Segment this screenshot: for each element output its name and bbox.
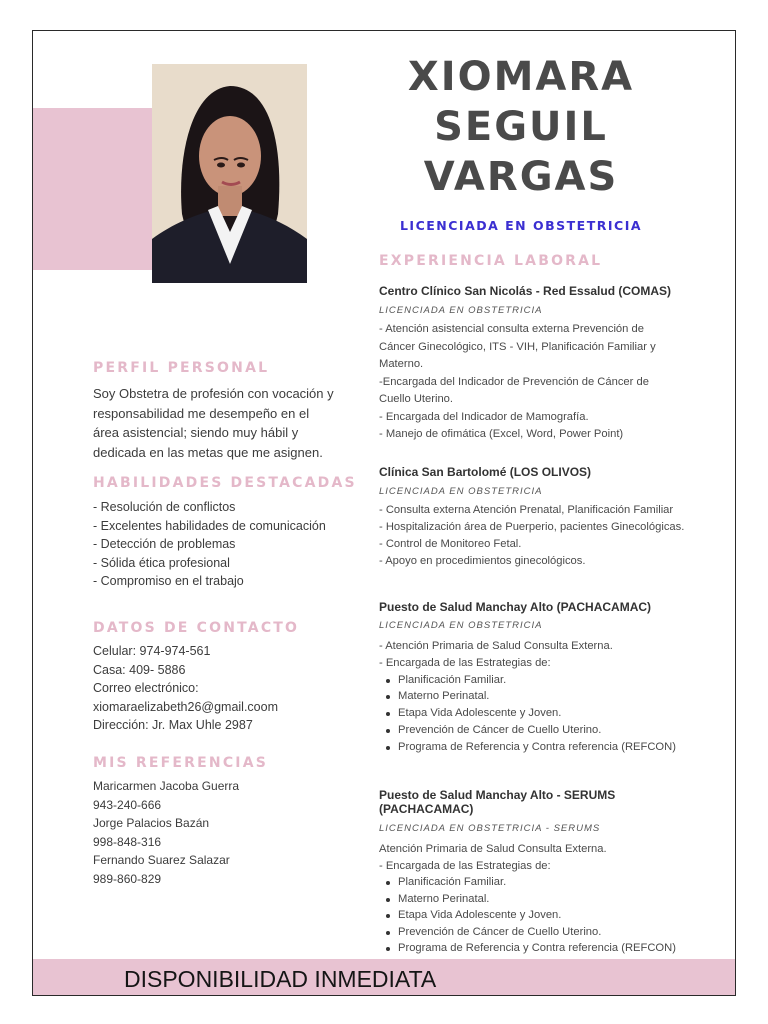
profession-title: LICENCIADA EN OBSTETRICIA	[399, 218, 643, 233]
job-line: Cáncer Ginecológico, ITS - VIH, Planificación Familiar y	[379, 340, 656, 353]
job-employer-line: Puesto de Salud Manchay Alto - SERUMS	[379, 788, 616, 802]
experiencia-title: EXPERIENCIA LABORAL	[379, 253, 603, 269]
habilidades-title: HABILIDADES DESTACADAS	[93, 475, 357, 491]
referencia-line: Maricarmen Jacoba Guerra	[93, 779, 240, 793]
job-line: Atención Primaria de Salud Consulta Externa.	[379, 843, 607, 855]
contacto-title: DATOS DE CONTACTO	[93, 620, 300, 636]
referencia-line: Fernando Suarez Salazar	[93, 853, 230, 867]
contacto-direccion: Dirección: Jr. Max Uhle 2987	[93, 718, 253, 732]
job-line: - Control de Monitoreo Fetal.	[379, 538, 522, 550]
job-line: - Consulta externa Atención Prenatal, Planificación Familiar	[379, 504, 674, 516]
job-line: Materno.	[379, 358, 424, 370]
contacto-details	[93, 642, 343, 735]
job-bullet: Etapa Vida Adolescente y Joven.	[379, 705, 699, 722]
perfil-title: PERFIL PERSONAL	[93, 360, 270, 376]
profile-photo	[152, 64, 307, 283]
job-role: LICENCIADA EN OBSTETRICIA	[379, 620, 543, 631]
full-name	[380, 52, 662, 202]
job-employer: Puesto de Salud Manchay Alto (PACHACAMAC)	[379, 600, 652, 614]
job-employer	[379, 788, 699, 816]
habilidad-item: - Resolución de conflictos	[93, 500, 236, 514]
job-description	[379, 321, 699, 444]
habilidades-list	[93, 498, 343, 591]
job-bullet: Prevención de Cáncer de Cuello Uterino.	[379, 924, 699, 941]
job-description	[379, 841, 699, 957]
job-line: -Encargada del Indicador de Prevención de Cáncer de	[379, 375, 649, 388]
job-employer: Centro Clínico San Nicolás - Red Essalud (COMAS)	[379, 284, 672, 298]
referencia-line: 998-848-316	[93, 834, 162, 849]
referencia-line: 989-860-829	[93, 871, 162, 886]
referencia-line: 943-240-666	[93, 797, 162, 812]
perfil-line: área asistencial; siendo muy hábil y	[93, 425, 299, 440]
referencias-list	[93, 777, 343, 888]
referencia-line: Jorge Palacios Bazán	[93, 816, 210, 830]
perfil-line: Soy Obstetra de profesión con vocación y	[93, 386, 334, 401]
contacto-email-label: Correo electrónico:	[93, 681, 199, 695]
contacto-email: xiomaraelizabeth26@gmail.coom	[93, 699, 278, 714]
contacto-casa: Casa: 409- 5886	[93, 662, 186, 677]
job-line: - Encargada del Indicador de Mamografía.	[379, 410, 589, 423]
contacto-celular: Celular: 974-974-561	[93, 644, 211, 658]
job-description	[379, 502, 699, 570]
habilidad-item: - Detección de problemas	[93, 537, 236, 551]
habilidad-item: - Compromiso en el trabajo	[93, 574, 244, 588]
habilidad-item: - Sólida ética profesional	[93, 555, 230, 570]
job-line: - Apoyo en procedimientos ginecológicos.	[379, 555, 586, 567]
job-line: - Manejo de ofimática (Excel, Word, Power Point)	[379, 428, 624, 440]
job-line: - Atención Primaria de Salud Consulta Externa.	[379, 640, 613, 652]
perfil-line: responsabilidad me desempeño en el	[93, 405, 310, 421]
job-employer-line: (PACHACAMAC)	[379, 802, 474, 816]
job-bullet: Planificación Familiar.	[379, 672, 699, 689]
job-bullet: Planificación Familiar.	[379, 874, 699, 891]
referencias-title: MIS REFERENCIAS	[93, 755, 269, 771]
job-line: - Encargada de las Estrategias de:	[379, 656, 551, 669]
job-line: - Hospitalización área de Puerperio, pacientes Ginecológicas.	[379, 521, 685, 533]
name-line-second: SEGUIL	[434, 104, 608, 150]
job-line: - Atención asistencial consulta externa Prevención de	[379, 323, 644, 335]
perfil-line: dedicada en las metas que me asignen.	[93, 444, 323, 460]
perfil-text	[93, 384, 343, 462]
habilidad-item: - Excelentes habilidades de comunicación	[93, 518, 326, 533]
job-bullet: Materno Perinatal.	[379, 891, 699, 908]
job-role: LICENCIADA EN OBSTETRICIA	[379, 305, 543, 316]
job-role: LICENCIADA EN OBSTETRICIA	[379, 486, 543, 497]
name-line-first: XIOMARA	[407, 54, 635, 100]
job-line: Cuello Uterino.	[379, 393, 453, 405]
job-role: LICENCIADA EN OBSTETRICIA - SERUMS	[379, 823, 601, 834]
availability-text: DISPONIBILIDAD INMEDIATA	[124, 966, 437, 992]
job-bullet: Etapa Vida Adolescente y Joven.	[379, 907, 699, 924]
job-bullet: Materno Perinatal.	[379, 688, 699, 705]
job-employer: Clínica San Bartolomé (LOS OLIVOS)	[379, 465, 592, 479]
job-description	[379, 638, 699, 756]
job-bullet: Prevención de Cáncer de Cuello Uterino.	[379, 722, 699, 739]
job-bullet: Programa de Referencia y Contra referencia (REFCON)	[379, 739, 699, 756]
job-bullet: Programa de Referencia y Contra referencia (REFCON)	[379, 940, 699, 957]
name-line-third: VARGAS	[423, 154, 619, 200]
job-line: - Encargada de las Estrategias de:	[379, 859, 551, 872]
